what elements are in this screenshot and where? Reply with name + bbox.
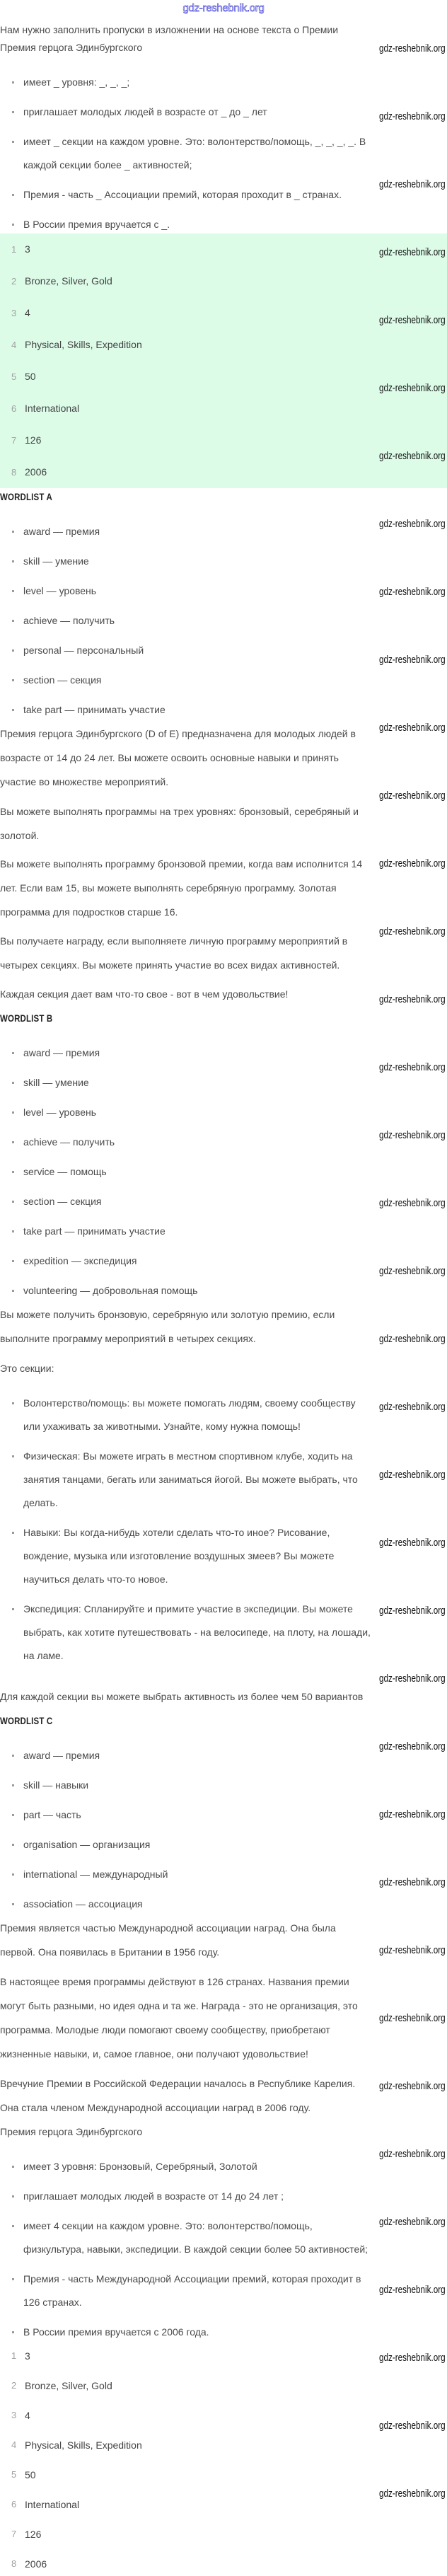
list-item (0, 1774, 371, 1797)
bullet-icon (12, 709, 14, 711)
list-item-text: expedition — экспедиция (23, 1255, 137, 1266)
answers-list (0, 233, 447, 488)
bullet-icon (12, 2195, 14, 2197)
answer-text: Bronze, Silver, Gold (25, 275, 112, 287)
answer-number: 4 (11, 2439, 17, 2450)
list-item (0, 2321, 371, 2344)
bullet-list (0, 1392, 373, 1668)
list-item (0, 1220, 371, 1243)
answers-list (0, 2344, 447, 2576)
list-item-text: В России премия вручается с 2006 года. (23, 2326, 209, 2338)
list-item-text: achieve — получить (23, 615, 115, 626)
bullet-icon (12, 1402, 14, 1404)
bullet-icon (12, 560, 14, 562)
list-item (0, 520, 371, 543)
paragraph: Для каждой секции вы можете выбрать активность из более чем 50 вариантов (0, 1691, 364, 1702)
list-item (0, 2214, 371, 2261)
watermark: gdz-reshebnik.org (379, 1876, 446, 1888)
list-item-text: service — помощь (23, 1166, 107, 1177)
watermark: gdz-reshebnik.org (379, 857, 446, 870)
answer-text: 4 (25, 2410, 30, 2421)
bullet-icon (12, 224, 14, 226)
list-item (0, 1249, 371, 1273)
bullet-icon (12, 590, 14, 592)
list-item-text: имеет 4 секции на каждом уровне. Это: волонтерство/помощь, физкультура, навыки, экспедиции. В каждой секции более 50 активностей; (23, 2220, 368, 2255)
list-item (0, 609, 371, 633)
list-item-text: имеет _ уровня: _, _, _; (23, 76, 130, 88)
answer-number: 5 (11, 2469, 17, 2480)
answer-number: 8 (11, 467, 17, 478)
bullet-icon (12, 1873, 14, 1876)
answer-item (0, 2493, 371, 2517)
list-item-text: award — премия (23, 1750, 100, 1761)
bullet-icon (12, 1755, 14, 1757)
list-item (0, 579, 371, 603)
list-item-text: Экспедиция: Спланируйте и примите участие в экспедиции. Вы можете выбрать, как хотите путешествовать - на велосипеде, на плоту, на лошади, на ламе. (23, 1603, 371, 1661)
watermark: gdz-reshebnik.org (379, 1605, 446, 1617)
list-item-text: Физическая: Вы можете играть в местном спортивном клубе, ходить на занятия танцами, бегать или заниматься йогой. Вы можете выбрать, что делать. (23, 1450, 358, 1508)
list-item (0, 1521, 371, 1591)
list-item-text: personal — персональный (23, 645, 144, 656)
list-item-text: В России премия вручается с _. (23, 219, 170, 230)
answer-number: 3 (11, 308, 17, 318)
answer-text: International (25, 403, 80, 414)
list-item (0, 1893, 371, 1916)
list-item (0, 1160, 371, 1184)
list-item (0, 1392, 371, 1438)
list-item (0, 183, 371, 207)
list-item-text: Премия - часть _ Ассоциации премий, которая проходит в _ странах. (23, 189, 342, 200)
document-body (0, 21, 447, 2576)
watermark: gdz-reshebnik.org (379, 586, 446, 598)
bullet-icon (12, 620, 14, 622)
list-item-text: приглашает молодых людей в возрасте от _ до _ лет (23, 106, 267, 117)
list-item-text: international — международный (23, 1869, 168, 1880)
watermark: gdz-reshebnik.org (379, 314, 446, 326)
answer-item (0, 2433, 371, 2457)
watermark: gdz-reshebnik.org (379, 1808, 446, 1820)
answer-item (0, 424, 371, 456)
paragraph: Вы можете выполнять программы на трех уровнях: бронзовый, серебряный и золотой. (0, 806, 359, 841)
answer-text: International (25, 2499, 80, 2510)
answer-text: 3 (25, 2350, 30, 2362)
list-item-text: award — премия (23, 526, 100, 537)
list-item (0, 100, 371, 124)
answer-number: 4 (11, 340, 17, 350)
answer-number: 7 (11, 2529, 17, 2539)
bullet-icon (12, 1814, 14, 1816)
list-item (0, 1131, 371, 1154)
list-item-text: приглашает молодых людей в возрасте от 14 до 24 лет ; (23, 2190, 284, 2202)
list-item (0, 2155, 371, 2178)
answer-item (0, 2403, 371, 2427)
answer-number: 1 (11, 244, 17, 255)
list-item-text: section — секция (23, 1196, 102, 1207)
answer-item (0, 297, 371, 329)
paragraph: Вречуние Премии в Российской Федерации началось в Республике Карелия. (0, 2078, 356, 2089)
list-item (0, 1863, 371, 1886)
answer-number: 6 (11, 403, 17, 414)
watermark: gdz-reshebnik.org (379, 450, 446, 462)
bullet-icon (12, 1844, 14, 1846)
answer-text: Physical, Skills, Expedition (25, 339, 142, 350)
list-item-text: achieve — получить (23, 1136, 115, 1148)
list-item (0, 550, 371, 573)
list-item (0, 669, 371, 692)
bullet-list (0, 71, 373, 236)
list-item-text: имеет 3 уровня: Бронзовый, Серебряный, Золотой (23, 2161, 257, 2172)
watermark: gdz-reshebnik.org (379, 246, 446, 258)
watermark: gdz-reshebnik.org (379, 110, 446, 122)
answer-text: 126 (25, 2529, 42, 2540)
answer-number: 2 (11, 2380, 17, 2391)
watermark: gdz-reshebnik.org (379, 2080, 446, 2092)
list-item-text: level — уровень (23, 585, 97, 596)
bullet-icon (12, 141, 14, 143)
list-item-text: volunteering — добровольная помощь (23, 1285, 198, 1296)
bullet-icon (12, 649, 14, 652)
list-item (0, 698, 371, 722)
bullet-icon (12, 1784, 14, 1786)
answer-number: 7 (11, 435, 17, 446)
list-item (0, 1279, 371, 1303)
answer-number: 6 (11, 2499, 17, 2509)
bullet-list (0, 1041, 373, 1303)
list-item-text: skill — умение (23, 555, 89, 567)
list-item (0, 130, 371, 177)
watermark: gdz-reshebnik.org (379, 722, 446, 734)
answer-text: Physical, Skills, Expedition (25, 2439, 142, 2451)
answer-item (0, 329, 371, 361)
section-heading: WORDLIST A (0, 491, 52, 502)
list-item (0, 1744, 371, 1767)
bullet-icon (12, 111, 14, 113)
answer-text: 2006 (25, 2558, 47, 2570)
list-item-text: skill — умение (23, 1077, 89, 1088)
watermark: gdz-reshebnik.org (379, 178, 446, 190)
watermark: gdz-reshebnik.org (379, 2284, 446, 2296)
watermark: gdz-reshebnik.org (379, 1401, 446, 1413)
watermark: gdz-reshebnik.org (379, 993, 446, 1005)
list-item (0, 1190, 371, 1213)
answer-text: Bronze, Silver, Gold (25, 2380, 112, 2391)
list-item (0, 1598, 371, 1668)
bullet-icon (12, 2225, 14, 2227)
answer-text: 4 (25, 307, 30, 318)
paragraph: Вы можете получить бронзовую, серебряную или золотую премию, если выполните программу мероприятий в четырех секциях. (0, 1309, 335, 1344)
bullet-icon (12, 531, 14, 533)
answer-number: 2 (11, 276, 17, 287)
paragraph: Вы можете выполнять программу бронзовой премии, когда вам исполнится 14 лет. Если вам 15, вы можете выполнять серебряную программу. Золотая программа для подростков старше 16. (0, 858, 363, 918)
list-item-text: имеет _ секции на каждом уровне. Это: волонтерство/помощь, _, _, _, _. В каждой секции более _ активностей; (23, 136, 366, 171)
answer-text: 3 (25, 243, 30, 255)
list-item (0, 2268, 371, 2314)
watermark: gdz-reshebnik.org (379, 654, 446, 666)
bullet-icon (12, 1230, 14, 1232)
bullet-icon (12, 81, 14, 83)
list-item (0, 1071, 371, 1094)
list-item-text: skill — навыки (23, 1779, 89, 1791)
list-item-text: award — премия (23, 1047, 100, 1058)
paragraph: Премия является частью Международной ассоциации наград. Она была первой. Она появилась в Британии в 1956 году. (0, 1922, 336, 1958)
intro-text: Нам нужно заполнить пропуски в изложнении на основе текста о Премии (0, 24, 339, 35)
list-item (0, 2185, 371, 2208)
intro-text: Премия герцога Эдинбургского (0, 42, 143, 53)
answer-item (0, 361, 371, 393)
paragraph: Она стала членом Международной ассоциации наград в 2006 году. (0, 2102, 311, 2113)
answer-text: 50 (25, 371, 36, 382)
bullet-list (0, 520, 373, 722)
answer-number: 5 (11, 371, 17, 382)
answer-item (0, 456, 371, 488)
bullet-icon (12, 1082, 14, 1084)
answer-number: 1 (11, 2350, 17, 2361)
paragraph: Вы получаете награду, если выполняете личную программу мероприятий в четырех секциях. Вы можете принять участие во всех видах активностей. (0, 935, 348, 971)
bullet-icon (12, 1608, 14, 1610)
answer-item (0, 2374, 371, 2398)
answer-text: 2006 (25, 466, 47, 478)
answer-item (0, 393, 371, 424)
watermark: gdz-reshebnik.org (379, 2216, 446, 2228)
watermark: gdz-reshebnik.org (379, 2148, 446, 2160)
watermark: gdz-reshebnik.org (379, 1537, 446, 1549)
list-item-text: association — ассоциация (23, 1898, 143, 1910)
bullet-icon (12, 679, 14, 681)
watermark: gdz-reshebnik.org (379, 1740, 446, 1752)
watermark: gdz-reshebnik.org (379, 1061, 446, 1073)
section-heading: WORDLIST C (0, 1715, 53, 1726)
list-item-text: take part — принимать участие (23, 1225, 166, 1237)
bullet-list (0, 2155, 373, 2344)
watermark: gdz-reshebnik.org (379, 1944, 446, 1956)
list-item (0, 639, 371, 662)
bullet-icon (12, 2278, 14, 2280)
bullet-icon (12, 1532, 14, 1534)
list-item-text: section — секция (23, 674, 102, 686)
bullet-icon (12, 1141, 14, 1143)
watermark: gdz-reshebnik.org (379, 925, 446, 937)
watermark: gdz-reshebnik.org (379, 1333, 446, 1345)
list-item-text: take part — принимать участие (23, 704, 166, 715)
bullet-icon (12, 1455, 14, 1457)
answer-item (0, 2463, 371, 2487)
list-item-text: Премия - часть Международной Ассоциации премий, которая проходит в 126 странах. (23, 2273, 361, 2308)
answer-item (0, 265, 371, 297)
watermark: gdz-reshebnik.org (379, 1197, 446, 1209)
watermark: gdz-reshebnik.org (379, 42, 446, 54)
bullet-icon (12, 1903, 14, 1905)
bullet-icon (12, 2331, 14, 2333)
answer-item (0, 2344, 371, 2368)
watermark: gdz-reshebnik.org (379, 2352, 446, 2364)
watermark: gdz-reshebnik.org (379, 1129, 446, 1141)
watermark: gdz-reshebnik.org (379, 1673, 446, 1685)
list-item (0, 1445, 371, 1515)
watermark: gdz-reshebnik.org (379, 382, 446, 394)
site-link[interactable]: gdz-reshebnik.org (182, 2, 265, 14)
list-item (0, 1803, 371, 1827)
paragraph: Премия герцога Эдинбургского (D of E) предназначена для молодых людей в возрасте от 14 до 24 лет. Вы можете освоить основные навыки и принять участие во множестве мероприятий. (0, 728, 356, 787)
bullet-icon (12, 194, 14, 196)
paragraph: Каждая секция дает вам что-то свое - вот в чем удовольствие! (0, 988, 289, 1000)
watermark: gdz-reshebnik.org (379, 2012, 446, 2024)
list-item-text: organisation — организация (23, 1839, 151, 1850)
answer-number: 3 (11, 2410, 17, 2420)
list-item (0, 1101, 371, 1124)
watermark: gdz-reshebnik.org (379, 1469, 446, 1481)
watermark: gdz-reshebnik.org (379, 790, 446, 802)
list-item-text: Волонтерство/помощь: вы можете помогать людям, своему сообществу или ухаживать за животными. Узнайте, кому нужна помощь! (23, 1397, 356, 1432)
bullet-icon (12, 1260, 14, 1262)
answer-item (0, 2552, 371, 2576)
answer-number: 8 (11, 2558, 17, 2569)
answer-text: 126 (25, 434, 42, 446)
bullet-icon (12, 2166, 14, 2168)
bullet-icon (12, 1111, 14, 1114)
answer-text: 50 (25, 2469, 36, 2480)
list-item-text: Навыки: Вы когда-нибудь хотели сделать что-то иное? Рисование, вождение, музыка или изготовление воздушных змеев? Вы можете научиться делать что-то новое. (23, 1527, 335, 1585)
paragraph: В настоящее время программы действуют в 126 странах. Названия премии могут быть разными, но идея одна и та же. Награда - это не организация, это программа. Молодые люди помогают своему сообществу, приобретают жизненные навыки, и, самое главное, они получают удовольствие! (0, 1976, 358, 2060)
watermark: gdz-reshebnik.org (379, 2488, 446, 2500)
list-item (0, 1833, 371, 1856)
answer-item (0, 2522, 371, 2546)
watermark: gdz-reshebnik.org (379, 1265, 446, 1277)
bullet-icon (12, 1052, 14, 1054)
bullet-icon (12, 1290, 14, 1292)
list-item (0, 71, 371, 94)
list-item (0, 1041, 371, 1065)
watermark: gdz-reshebnik.org (379, 2420, 446, 2432)
bullet-icon (12, 1201, 14, 1203)
paragraph: Премия герцога Эдинбургского (0, 2126, 143, 2137)
list-item-text: level — уровень (23, 1107, 97, 1118)
list-item-text: part — часть (23, 1809, 81, 1820)
watermark: gdz-reshebnik.org (379, 518, 446, 530)
bullet-list (0, 1744, 373, 1916)
paragraph: Это секции: (0, 1363, 54, 1374)
section-heading: WORDLIST B (0, 1012, 53, 1024)
bullet-icon (12, 1171, 14, 1173)
answer-item (0, 233, 371, 265)
